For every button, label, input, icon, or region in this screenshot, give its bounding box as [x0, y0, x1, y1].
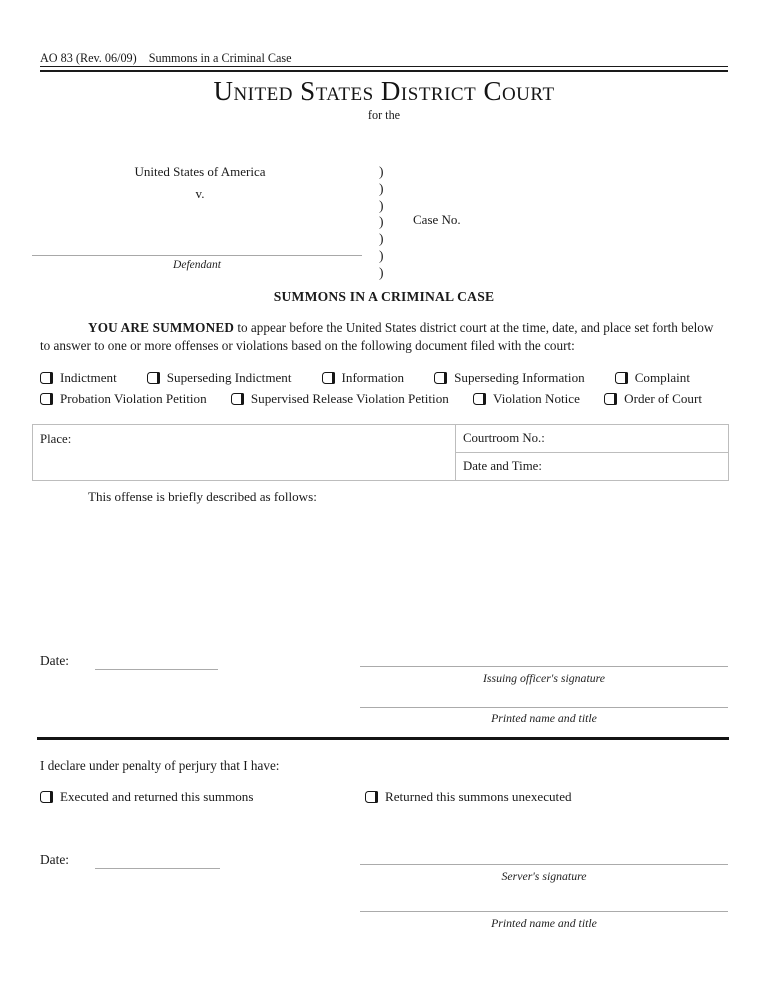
caption-paren: )	[379, 247, 384, 263]
checkbox-option-returned-unexecuted[interactable]	[365, 789, 572, 805]
caption-paren: )	[379, 264, 384, 280]
checkbox-icon[interactable]	[473, 393, 486, 405]
caption-paren: )	[379, 180, 384, 196]
form-id-header	[40, 51, 292, 66]
checkbox-option-information[interactable]	[322, 370, 405, 386]
caption-paren-column	[379, 164, 384, 282]
checkbox-option-complaint[interactable]	[615, 370, 690, 386]
header-double-rule	[40, 66, 728, 72]
checkbox-icon[interactable]	[365, 791, 378, 803]
checkbox-label: Indictment	[60, 370, 117, 385]
issuing-signature-caption: Issuing officer's signature	[482, 671, 606, 685]
caption-paren: )	[379, 214, 384, 230]
checkbox-label: Executed and returned this summons	[60, 789, 254, 804]
checkbox-label: Superseding Information	[454, 370, 585, 385]
checkbox-label: Order of Court	[624, 391, 702, 406]
server-signature-caption: Server's signature	[501, 869, 587, 883]
versus-label: v.	[195, 186, 205, 201]
checkbox-label: Superseding Indictment	[166, 370, 292, 385]
charge-options-row-1	[40, 370, 690, 386]
checkbox-icon[interactable]	[147, 372, 160, 384]
server-printed-name-caption: Printed name and title	[491, 916, 597, 930]
table-right-column	[456, 425, 728, 480]
checkbox-option-executed-returned[interactable]	[40, 789, 253, 805]
defendant-label: Defendant	[173, 259, 221, 271]
offense-description-area[interactable]	[40, 510, 728, 640]
checkbox-option-violation-notice[interactable]	[473, 391, 580, 407]
checkbox-icon[interactable]	[604, 393, 617, 405]
checkbox-icon[interactable]	[615, 372, 628, 384]
perjury-declaration: I declare under penalty of perjury that I have:	[40, 758, 280, 773]
server-signature-line[interactable]	[360, 864, 728, 865]
issuing-signature-line[interactable]	[360, 666, 728, 667]
checkbox-icon[interactable]	[40, 791, 53, 803]
checkbox-icon[interactable]	[322, 372, 335, 384]
summons-paragraph	[40, 319, 726, 354]
checkbox-label: Complaint	[634, 370, 690, 385]
charge-options-row-2	[40, 391, 702, 407]
checkbox-option-probation-violation-petition[interactable]	[40, 391, 207, 407]
court-title: United States District Court	[213, 76, 555, 106]
appearance-details-table	[32, 424, 729, 481]
plaintiff-name: United States of America	[134, 164, 266, 179]
checkbox-label: Violation Notice	[493, 391, 580, 406]
checkbox-option-order-of-court[interactable]	[604, 391, 702, 407]
section-divider-bar	[37, 737, 729, 740]
courtroom-cell[interactable]	[456, 425, 728, 453]
checkbox-label: Information	[341, 370, 405, 385]
court-subtitle: for the	[367, 108, 401, 122]
summons-text: to appear before the United States district court at the time, date, and place set forth below to answer to one or more offenses or violations based on the following document filed with the court:	[40, 320, 714, 353]
issuing-date-label: Date:	[40, 653, 69, 668]
issuing-printed-name-caption: Printed name and title	[491, 711, 597, 725]
place-label: Place:	[40, 432, 72, 446]
form-number: AO 83 (Rev. 06/09)	[40, 51, 137, 65]
datetime-label: Date and Time:	[463, 459, 542, 473]
place-cell[interactable]	[33, 425, 456, 480]
case-no-label[interactable]: Case No.	[413, 212, 461, 227]
checkbox-icon[interactable]	[40, 393, 53, 405]
checkbox-icon[interactable]	[40, 372, 53, 384]
issuing-date-line[interactable]	[95, 669, 218, 670]
checkbox-option-indictment[interactable]	[40, 370, 117, 386]
checkbox-label: Supervised Release Violation Petition	[250, 391, 449, 406]
checkbox-label: Returned this summons unexecuted	[385, 789, 572, 804]
checkbox-option-supervised-release-violation-petition[interactable]	[231, 391, 449, 407]
checkbox-icon[interactable]	[434, 372, 447, 384]
server-date-line[interactable]	[95, 868, 220, 869]
caption-paren: )	[379, 197, 384, 213]
form-name: Summons in a Criminal Case	[148, 51, 292, 65]
courtroom-label: Courtroom No.:	[463, 431, 545, 445]
case-caption	[40, 164, 360, 202]
issuing-printed-name-line[interactable]	[360, 707, 728, 708]
checkbox-option-superseding-information[interactable]	[434, 370, 585, 386]
server-date-label: Date:	[40, 852, 69, 867]
caption-paren: )	[379, 231, 384, 247]
datetime-cell[interactable]	[456, 453, 728, 480]
server-printed-name-line[interactable]	[360, 911, 728, 912]
defendant-name-line[interactable]	[32, 255, 362, 256]
offense-description-label: This offense is briefly described as follows:	[88, 489, 317, 504]
summons-keyword: YOU ARE SUMMONED	[88, 320, 235, 335]
caption-paren: )	[379, 164, 384, 179]
checkbox-label: Probation Violation Petition	[60, 391, 207, 406]
document-title: SUMMONS IN A CRIMINAL CASE	[273, 289, 495, 304]
checkbox-option-superseding-indictment[interactable]	[147, 370, 292, 386]
checkbox-icon[interactable]	[231, 393, 244, 405]
